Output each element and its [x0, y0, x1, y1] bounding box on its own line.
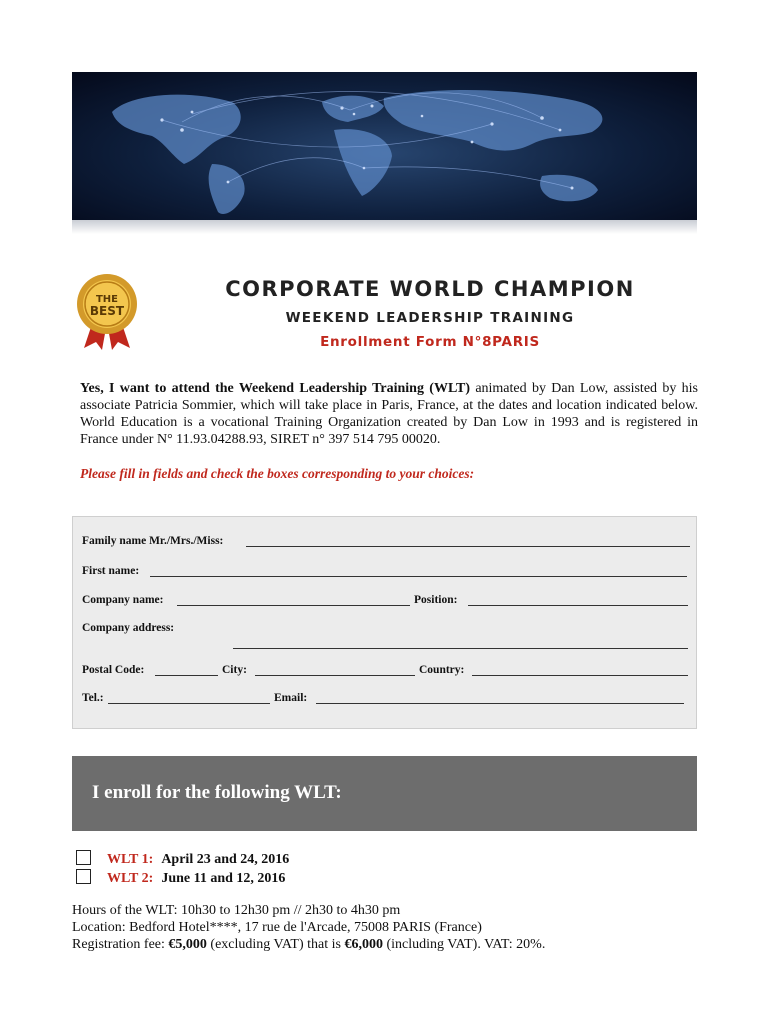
training-info	[72, 902, 545, 953]
fee-text: Registration fee: €5,000 (excluding VAT) that is €6,000 (including VAT). VAT: 20%.	[72, 937, 546, 952]
email-field[interactable]	[316, 692, 684, 704]
family-name-label: Family name Mr./Mrs./Miss:	[82, 535, 224, 547]
company-name-field[interactable]	[177, 594, 410, 606]
email-label: Email:	[274, 692, 308, 704]
position-field[interactable]	[468, 594, 688, 606]
location-text: Location: Bedford Hotel****, 17 rue de l'Arcade, 75008 PARIS (France)	[72, 920, 482, 935]
badge-text-bottom: BEST	[89, 304, 125, 318]
fee-incl: €6,000	[344, 937, 383, 952]
company-address-field[interactable]	[233, 637, 688, 649]
intro-lead: Yes, I want to attend the Weekend Leadership Training (WLT)	[80, 381, 470, 396]
intro-paragraph	[80, 380, 698, 448]
enroll-panel	[72, 756, 697, 831]
hours-text: Hours of the WLT: 10h30 to 12h30 pm // 2h30 to 4h30 pm	[72, 903, 401, 918]
postal-code-label: Postal Code:	[82, 664, 145, 676]
country-field[interactable]	[472, 664, 688, 676]
intro-body: animated by Dan Low, assisted by his associate Patricia Sommier, which will take place in Paris, France, at the dates and location indicated below. World Education is a vocational Training Organization created by Dan Low in 1993 and is registered in France under N° 11.93.04288.93, SIRET n° 397 514 795 00020.	[80, 381, 698, 447]
first-name-label: First name:	[82, 565, 140, 577]
tel-field[interactable]	[108, 692, 270, 704]
session-label: WLT 2:	[107, 871, 154, 886]
session-option	[76, 850, 289, 868]
first-name-field[interactable]	[150, 565, 687, 577]
instructions-text: Please fill in fields and check the boxes corresponding to your choices:	[80, 466, 475, 481]
page-title: CORPORATE WORLD CHAMPION	[225, 277, 635, 301]
tel-label: Tel.:	[82, 692, 104, 704]
enroll-heading: I enroll for the following WLT:	[92, 782, 342, 803]
session-date: June 11 and 12, 2016	[161, 871, 286, 886]
form-number: Enrollment Form N°8PARIS	[320, 334, 540, 350]
city-label: City:	[222, 664, 247, 676]
contact-form	[72, 516, 697, 729]
company-name-label: Company name:	[82, 594, 164, 606]
world-map-banner	[72, 72, 697, 220]
family-name-field[interactable]	[246, 535, 690, 547]
wlt2-checkbox[interactable]	[76, 869, 91, 884]
banner-shadow	[72, 220, 697, 234]
company-address-label: Company address:	[82, 622, 175, 634]
page-subtitle: WEEKEND LEADERSHIP TRAINING	[285, 310, 575, 326]
session-option	[76, 869, 285, 887]
country-label: Country:	[419, 664, 465, 676]
postal-code-field[interactable]	[155, 664, 218, 676]
fee-excl: €5,000	[168, 937, 207, 952]
city-field[interactable]	[255, 664, 415, 676]
badge-text-top: THE	[95, 294, 119, 305]
position-label: Position:	[414, 594, 458, 606]
session-label: WLT 1:	[107, 852, 154, 867]
session-date: April 23 and 24, 2016	[161, 852, 290, 867]
wlt1-checkbox[interactable]	[76, 850, 91, 865]
